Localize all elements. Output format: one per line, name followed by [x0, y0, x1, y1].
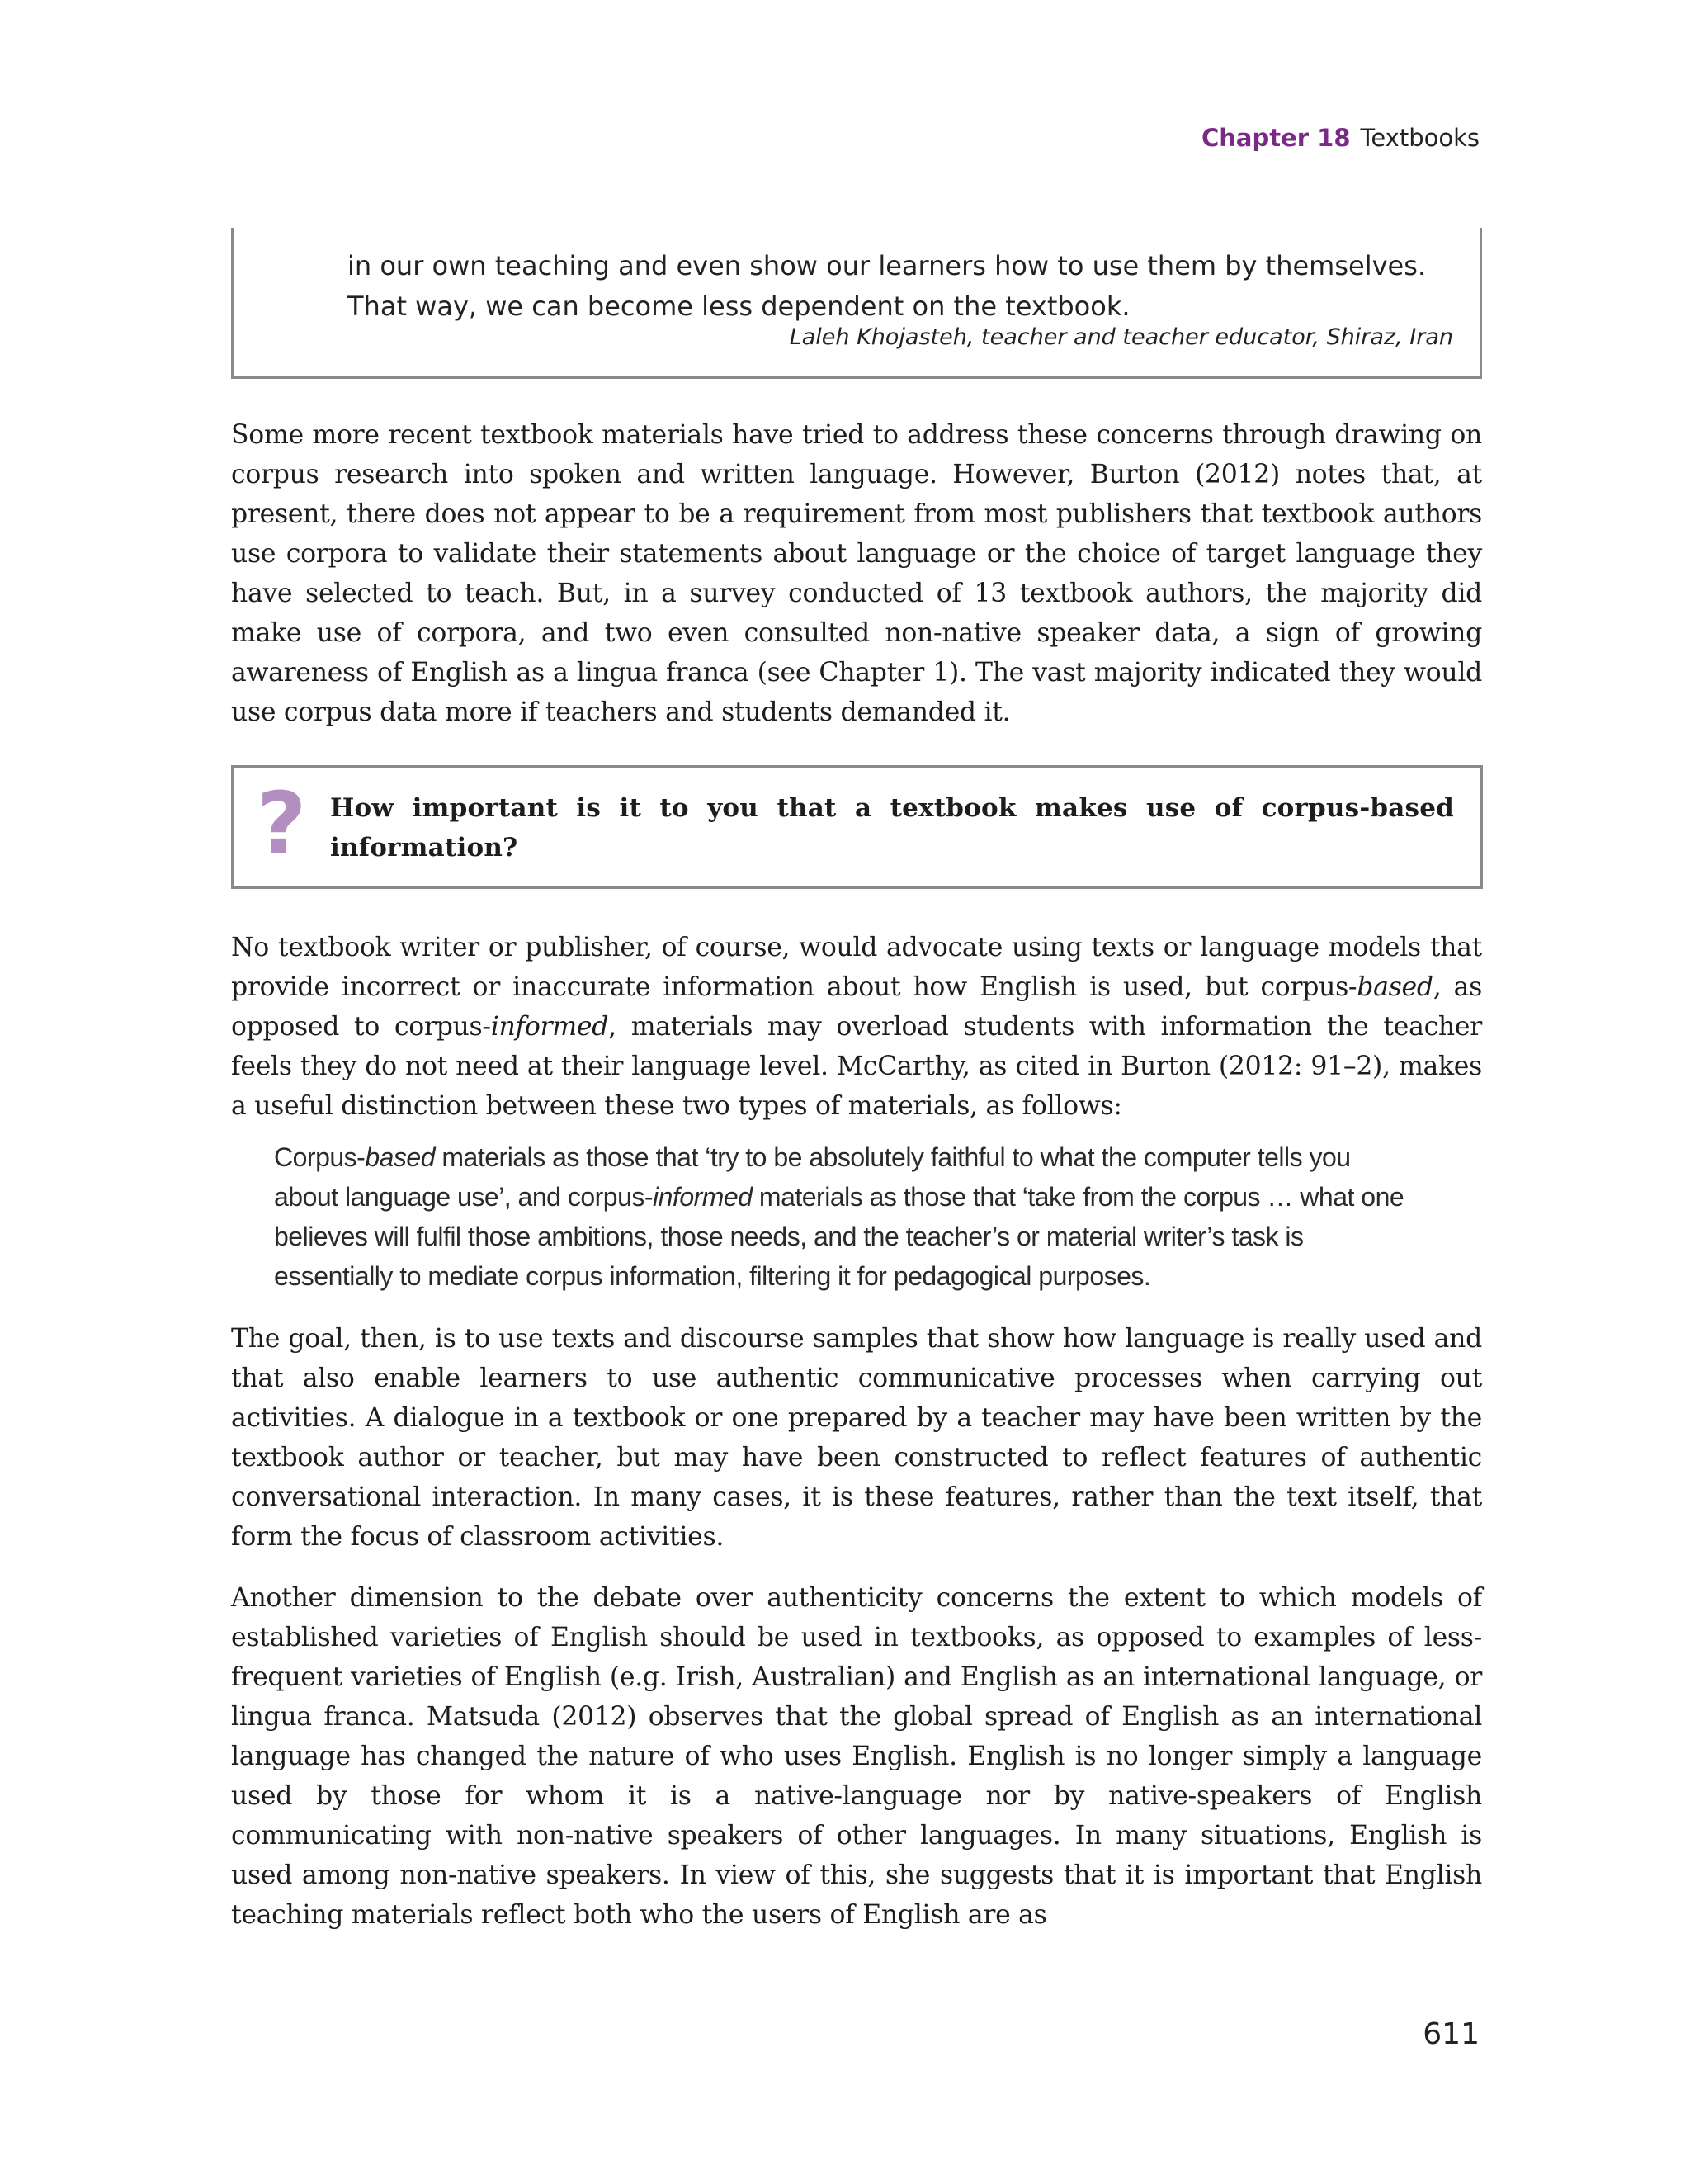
mccarthy-block-quote	[274, 1137, 1421, 1296]
body-paragraph-3: The goal, then, is to use texts and discourse samples that show how language is really used and that also enable learners to use authentic communicative processes when carrying out activities. A dialogue in a textbook or one prepared by a teacher may have been written by the textbook author or teacher, but may have been constructed to reflect features of authentic conversational interaction. In many cases, it is these features, rather than the text itself, that form the focus of classroom activities.	[231, 1324, 1482, 1552]
body-paragraph-2	[231, 928, 1482, 1126]
reflection-question-box	[231, 765, 1483, 889]
p2-emphasis-informed: informed	[490, 1012, 609, 1042]
chapter-title: Textbooks	[1360, 124, 1480, 152]
page-number: 611	[1423, 2017, 1480, 2051]
p2-text-a: No textbook writer or publisher, of course, would advocate using texts or language models that provide incorrect or inaccurate information about how English is used, but corpus-	[231, 933, 1482, 1002]
chapter-label: Chapter 18	[1201, 124, 1351, 152]
body-paragraph-4: Another dimension to the debate over authenticity concerns the extent to which models of established varieties of English should be used in textbooks, as opposed to examples of less-frequent varieties of English (e.g. Irish, Australian) and English as an international language, or lingua franca. Matsuda (2012) observes that the global spread of English as an international language has changed the nature of who uses English. English is no longer simply a language used by those for whom it is a native-language nor by native-speakers of English communicating with non-native speakers of other languages. In many situations, English is used among non-native speakers. In view of this, she suggests that it is important that English teaching materials reflect both who the users of English are as	[231, 1583, 1482, 1930]
reflection-question-text: How important is it to you that a textbook makes use of corpus-based information?	[330, 793, 1454, 863]
p2-text-b: , as opposed to corpus-	[231, 972, 1482, 1042]
bq-text-c: materials as those that ‘take from the corpus … what one believes will fulfil those ambitions, those needs, and the teacher’s or material writer’s task is essentially to mediate corpus information, filtering it for pedagogical purposes.	[274, 1182, 1404, 1291]
p2-emphasis-based: based	[1357, 972, 1433, 1002]
bq-text-b: materials as those that ‘try to be absolutely faithful to what the computer tells you about language use’, and corpus-	[274, 1142, 1351, 1212]
teacher-quote-attribution: Laleh Khojasteh, teacher and teacher educator, Shiraz, Iran	[789, 324, 1453, 350]
body-paragraph-1: Some more recent textbook materials have tried to address these concerns through drawing on corpus research into spoken and written language. However, Burton (2012) notes that, at present, there does not appear to be a requirement from most publishers that textbook authors use corpora to validate their statements about language or the choice of target language they have selected to teach. But, in a survey conducted of 13 textbook authors, the majority did make use of corpora, and two even consulted non-native speaker data, a sign of growing awareness of English as a lingua franca (see Chapter 1). The vast majority indicated they would use corpus data more if teachers and students demanded it.	[231, 420, 1482, 727]
p2-text-c: , materials may overload students with information the teacher feels they do not need at their language level. McCarthy, as cited in Burton (2012: 91–2), makes a useful distinction between these two types of materials, as follows:	[231, 1012, 1482, 1121]
teacher-quote-text: in our own teaching and even show our learners how to use them by themselves. That way, we can become less dependent on the textbook.	[347, 250, 1427, 322]
teacher-quote-box	[231, 228, 1482, 379]
bq-text-a: Corpus-	[274, 1142, 366, 1172]
bq-emphasis-based: based	[365, 1142, 435, 1172]
bq-emphasis-informed: informed	[653, 1182, 753, 1212]
question-mark-icon: ?	[257, 773, 307, 874]
running-head	[1201, 124, 1480, 152]
